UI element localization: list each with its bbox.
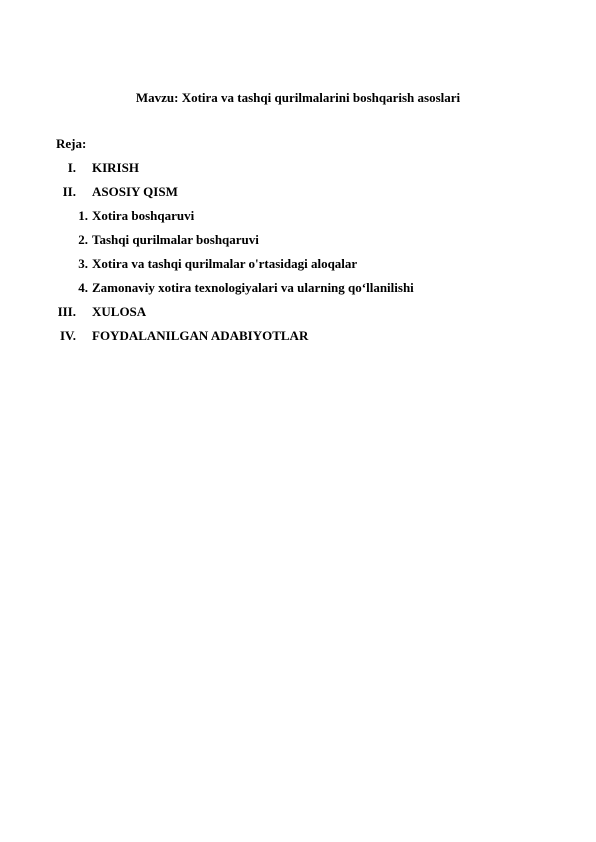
- plan-subitem-aloqalar: [0, 256, 596, 280]
- plan-subitem-tashqi-qurilmalar: [0, 232, 596, 256]
- plan-item-kirish: [0, 160, 596, 184]
- plan-item-text: XULOSA: [92, 304, 147, 319]
- plan-subitem-text: Tashqi qurilmalar boshqaruvi: [92, 232, 259, 247]
- plan-subitem-number: 3.: [78, 256, 88, 271]
- page-title: Mavzu: Xotira va tashqi qurilmalarini boshqarish asoslari: [135, 90, 461, 105]
- plan-item-xulosa: [0, 304, 596, 328]
- plan-subitem-zamonaviy-texnologiyalar: [0, 280, 596, 304]
- plan-subitem-text: Xotira va tashqi qurilmalar o'rtasidagi aloqalar: [92, 256, 358, 271]
- plan-item-text: ASOSIY QISM: [92, 184, 178, 199]
- plan-subitem-text: Xotira boshqaruvi: [92, 208, 195, 223]
- plan-item-text: KIRISH: [92, 160, 139, 175]
- plan-item-number: III.: [57, 304, 76, 319]
- plan-subitem-number: 2.: [78, 232, 88, 247]
- plan-item-number: II.: [62, 184, 76, 199]
- plan-subitem-number: 1.: [78, 208, 88, 223]
- plan-list: [0, 160, 596, 352]
- plan-item-asosiy-qism: [0, 184, 596, 208]
- plan-item-adabiyotlar: [0, 328, 596, 352]
- plan-item-number: IV.: [59, 328, 76, 343]
- plan-item-text: FOYDALANILGAN ADABIYOTLAR: [92, 328, 309, 343]
- plan-subitem-xotira-boshqaruvi: [0, 208, 596, 232]
- plan-item-number: I.: [67, 160, 76, 175]
- plan-subitem-number: 4.: [78, 280, 88, 295]
- plan-label: Reja:: [56, 136, 87, 151]
- plan-subitem-text: Zamonaviy xotira texnologiyalari va ularning qo‘llanilishi: [92, 280, 414, 295]
